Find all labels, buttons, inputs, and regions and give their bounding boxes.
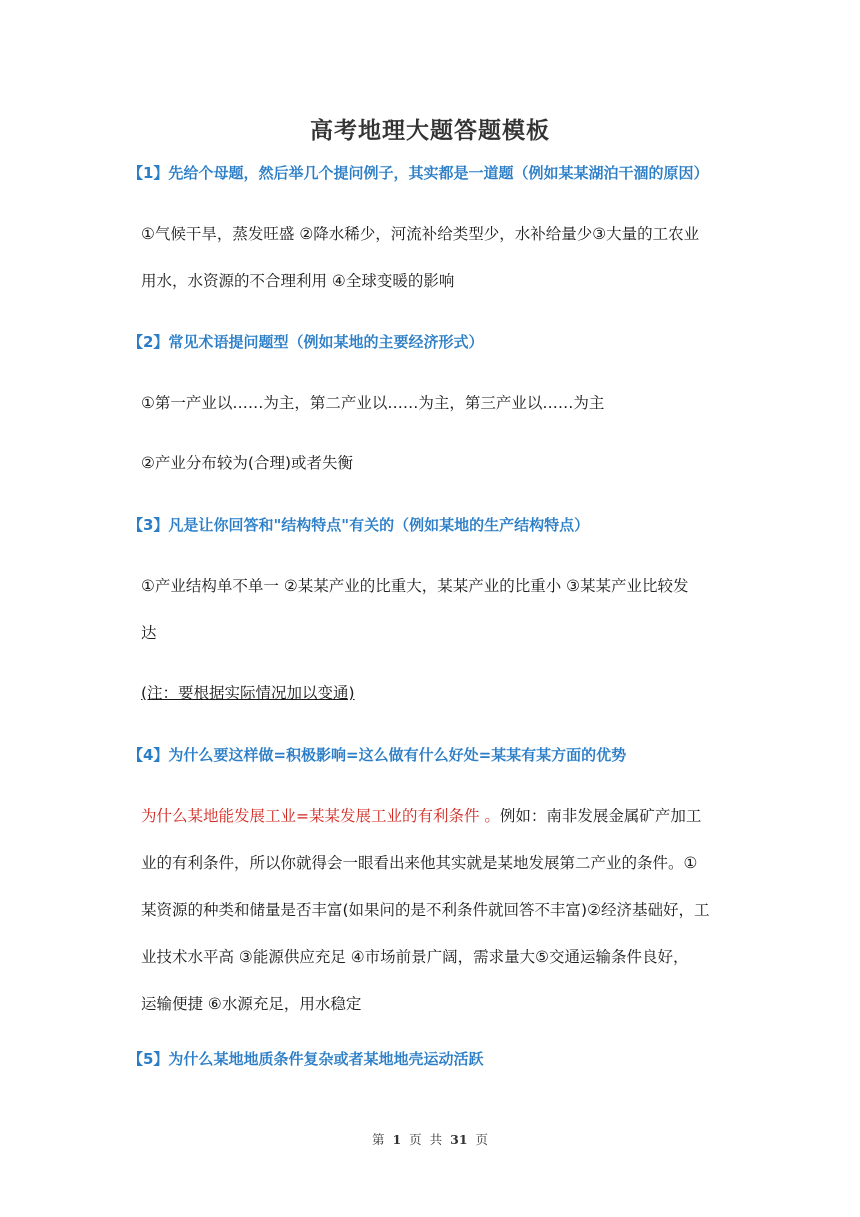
section-body-3 bbox=[141, 563, 731, 657]
page-footer bbox=[0, 1130, 860, 1148]
section-body-2 bbox=[141, 380, 731, 427]
section-body-4 bbox=[141, 793, 731, 1028]
note-text: (注：要根据实际情况加以变通) bbox=[141, 684, 355, 702]
body-line-rest: 例如：南非发展金属矿产加工 bbox=[499, 807, 702, 825]
section-heading-4: 【4】为什么要这样做=积极影响=这么做有什么好处=某某有某方面的优势 bbox=[128, 746, 627, 764]
section-heading-1: 【1】先给个母题，然后举几个提问例子，其实都是一道题（例如某某湖泊干涸的原因） bbox=[128, 164, 709, 182]
footer-suffix: 页 bbox=[475, 1132, 489, 1147]
body-line: ①气候干旱，蒸发旺盛 ②降水稀少，河流补给类型少，水补给量少③大量的工农业 bbox=[141, 225, 700, 243]
body-line: 业技术水平高 ③能源供应充足 ④市场前景广阔，需求量大⑤交通运输条件良好， bbox=[141, 948, 689, 966]
page-title: 高考地理大题答题模板 bbox=[310, 117, 550, 144]
body-line: 达 bbox=[141, 624, 157, 642]
footer-page-number: 1 bbox=[392, 1132, 402, 1147]
footer-prefix: 第 bbox=[371, 1132, 385, 1147]
body-line: 用水，水资源的不合理利用 ④全球变暖的影响 bbox=[141, 272, 455, 290]
body-line: 业的有利条件，所以你就得会一眼看出来他其实就是某地发展第二产业的条件。① bbox=[141, 854, 698, 872]
body-line: 某资源的种类和储量是否丰富(如果问的是不利条件就回答不丰富)②经济基础好，工 bbox=[141, 901, 710, 919]
section-heading-2: 【2】常见术语提问题型（例如某地的主要经济形式） bbox=[128, 333, 484, 351]
body-line: ②产业分布较为(合理)或者失衡 bbox=[141, 454, 353, 472]
body-line: ①第一产业以……为主，第二产业以……为主，第三产业以……为主 bbox=[141, 394, 605, 412]
body-line-first bbox=[141, 793, 731, 840]
section-note-3 bbox=[141, 670, 731, 717]
section-body-1 bbox=[141, 211, 731, 305]
footer-total-pages: 31 bbox=[450, 1132, 468, 1147]
highlight-text: 为什么某地能发展工业=某某发展工业的有利条件 。 bbox=[141, 807, 500, 825]
section-heading-3: 【3】凡是让你回答和"结构特点"有关的（例如某地的生产结构特点） bbox=[128, 516, 590, 534]
section-body-2b bbox=[141, 440, 731, 487]
body-line: 运输便捷 ⑥水源充足，用水稳定 bbox=[141, 995, 362, 1013]
section-heading-5: 【5】为什么某地地质条件复杂或者某地地壳运动活跃 bbox=[128, 1050, 484, 1068]
body-line: ①产业结构单不单一 ②某某产业的比重大，某某产业的比重小 ③某某产业比较发 bbox=[141, 577, 689, 595]
footer-middle: 页 共 bbox=[409, 1132, 443, 1147]
